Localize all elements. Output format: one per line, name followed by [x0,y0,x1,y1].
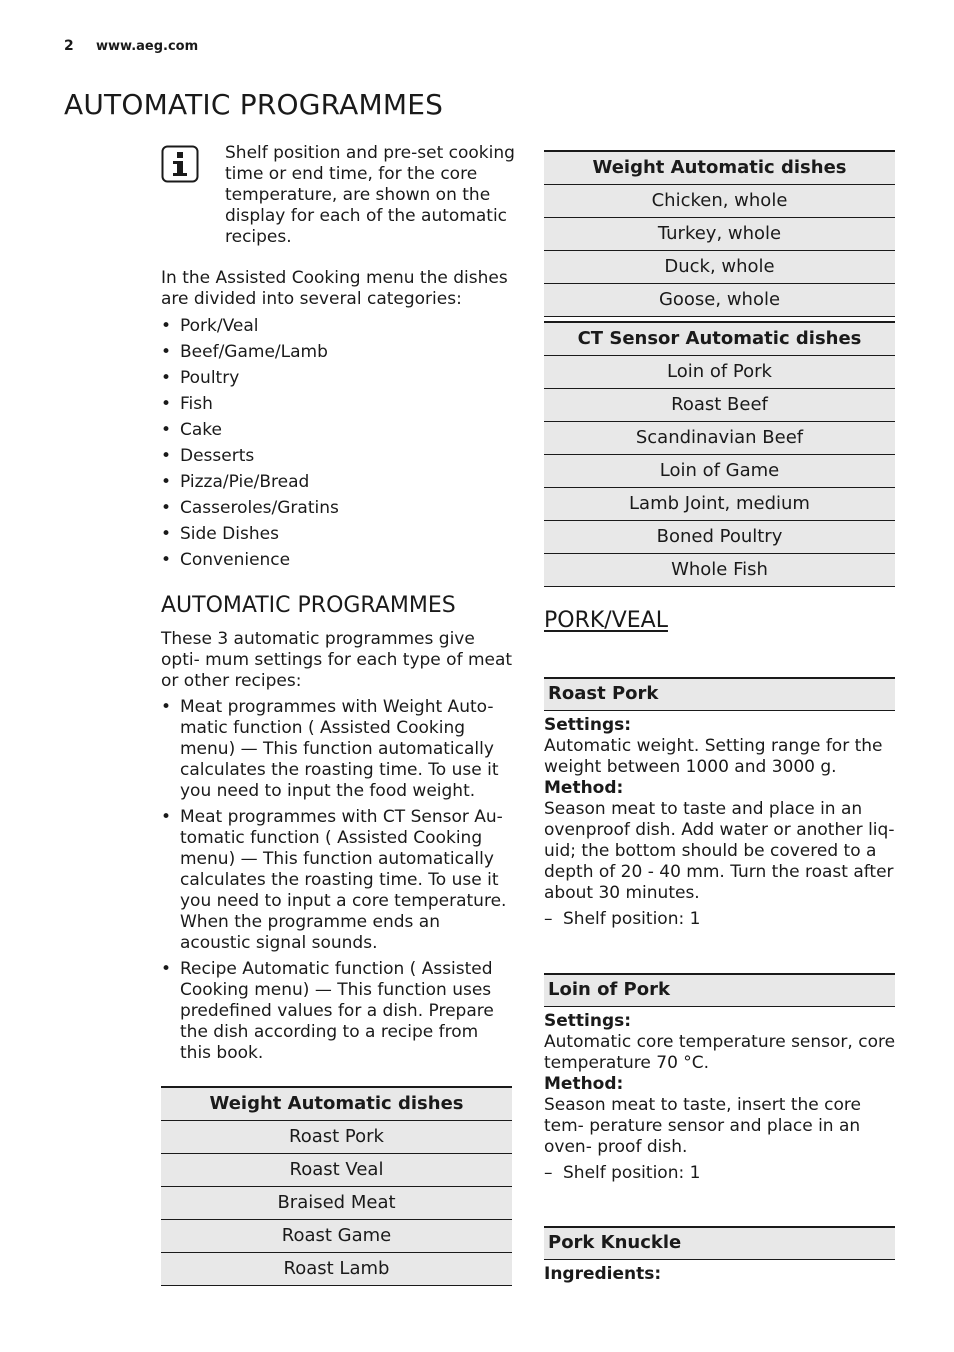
settings-label: Settings: [544,1011,632,1031]
category-item: • Convenience [161,550,513,571]
method-label: Method: [544,778,624,798]
recipe-title: Loin of Pork [544,973,895,1007]
table-row: Duck, whole [544,250,895,283]
table-row: Roast Pork [161,1120,512,1153]
category-item: • Poultry [161,368,513,389]
category-item: • Side Dishes [161,524,513,545]
table-row: Braised Meat [161,1186,512,1219]
table-header: CT Sensor Automatic dishes [544,322,895,355]
recipe-title: Pork Knuckle [544,1226,895,1260]
page-header [64,38,198,54]
ct-sensor-table [544,321,895,587]
categories-intro: In the Assisted Cooking menu the dishes are divided into several categories: [161,268,508,309]
programme-item: • Recipe Automatic function ( Assisted Cooking menu) — This function uses predefined values for a dish. Prepare the dish according to a recipe from this book. [161,959,513,1064]
shelf-position: – Shelf position: 1 [544,1163,896,1184]
programmes-list [161,697,513,1064]
table-row: Roast Lamb [161,1252,512,1285]
programmes-intro: These 3 automatic programmes give opti- mum settings for each type of meat or other recipes: [161,629,513,691]
info-text: Shelf position and pre-set cooking time or end time, for the core temperature, are shown on the display for each of the automatic recipes. [225,143,515,247]
table-row: Lamb Joint, medium [544,487,895,520]
pork-veal-title: PORK/VEAL [544,608,668,633]
table-row: Loin of Game [544,454,895,487]
weight-automatic-table-right [544,150,895,317]
table-row: Boned Poultry [544,520,895,553]
programmes-title: AUTOMATIC PROGRAMMES [161,593,456,618]
table-row: Roast Veal [161,1153,512,1186]
category-item: • Desserts [161,446,513,467]
table-row: Roast Game [161,1219,512,1252]
method-text: Season meat to taste, insert the core tem- perature sensor and place in an oven- proof dish. [544,1095,861,1157]
info-icon [161,145,199,183]
table-row: Loin of Pork [544,355,895,388]
website-url[interactable]: www.aeg.com [96,39,199,54]
table-row: Scandinavian Beef [544,421,895,454]
category-item: • Fish [161,394,513,415]
weight-automatic-table-left [161,1086,512,1286]
settings-text: Automatic weight. Setting range for the weight between 1000 and 3000 g. [544,736,883,777]
page-title: AUTOMATIC PROGRAMMES [64,88,444,121]
table-row: Whole Fish [544,553,895,586]
recipe-roast-pork [544,677,896,930]
recipe-pork-knuckle [544,1226,896,1285]
recipe-title: Roast Pork [544,677,895,711]
shelf-position: – Shelf position: 1 [544,909,896,930]
settings-label: Settings: [544,715,632,735]
category-item: • Beef/Game/Lamb [161,342,513,363]
programme-item: • Meat programmes with Weight Auto- matic function ( Assisted Cooking menu) — This function automatically calculates the roasting time. To use it you need to input the food weight. [161,697,513,802]
ingredients-label: Ingredients: [544,1264,662,1284]
category-item: • Cake [161,420,513,441]
category-item: • Pork/Veal [161,316,513,337]
table-header: Weight Automatic dishes [161,1087,512,1120]
category-item: • Pizza/Pie/Bread [161,472,513,493]
table-header: Weight Automatic dishes [544,151,895,184]
table-row: Roast Beef [544,388,895,421]
page-number: 2 [64,38,74,54]
table-row: Chicken, whole [544,184,895,217]
table-row: Turkey, whole [544,217,895,250]
category-item: • Casseroles/Gratins [161,498,513,519]
programme-item: • Meat programmes with CT Sensor Au- tomatic function ( Assisted Cooking menu) — This function automatically calculates the roasting time. To use it you need to input a core temperature. When the programme ends an acoustic signal sounds. [161,807,513,954]
category-list [161,316,513,571]
method-text: Season meat to taste and place in an ovenproof dish. Add water or another liq- uid; the bottom should be covered to a depth of 20 - 40 mm. Turn the roast after about 30 minutes. [544,799,895,903]
recipe-loin-of-pork [544,973,896,1184]
settings-text: Automatic core temperature sensor, core temperature 70 °C. [544,1032,896,1073]
method-label: Method: [544,1074,624,1094]
left-column [161,268,513,1064]
table-row: Goose, whole [544,283,895,316]
